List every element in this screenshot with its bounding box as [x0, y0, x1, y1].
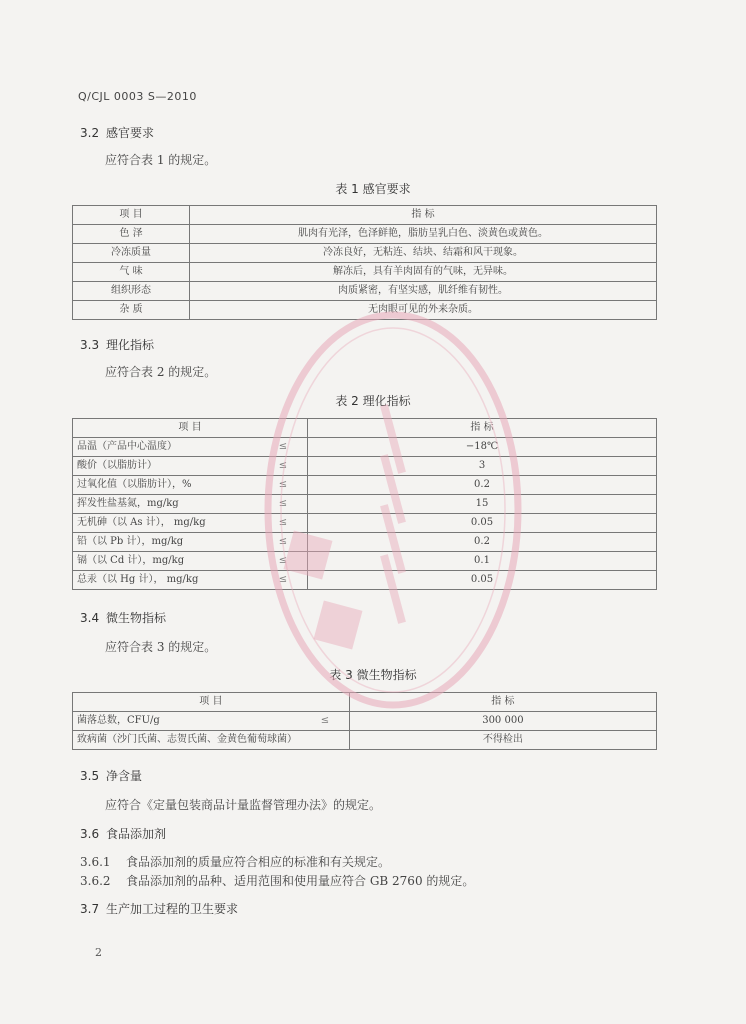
- table-cell: 冷冻质量: [73, 244, 190, 263]
- section-3-7-heading: [80, 900, 238, 917]
- table-header-row: [73, 206, 657, 225]
- table-cell: 不得检出: [349, 731, 656, 750]
- table-row: [73, 225, 657, 244]
- table-row: [73, 514, 657, 533]
- table-row: [73, 495, 657, 514]
- table-row: [73, 476, 657, 495]
- section-3-2-heading: [80, 124, 154, 141]
- table-header-cell: 指 标: [190, 206, 657, 225]
- table-3-caption: 表 3 微生物指标: [329, 668, 417, 682]
- table-header-cell: 指 标: [349, 693, 656, 712]
- table-row: [73, 282, 657, 301]
- table-cell: 肉质紧密，有坚实感，肌纤维有韧性。: [190, 282, 657, 301]
- document-code: Q/CJL 0003 S—2010: [78, 90, 197, 103]
- table-cell: −18℃: [308, 438, 657, 457]
- section-title: 感官要求: [106, 126, 155, 140]
- table-row: [73, 731, 657, 750]
- table-row: [73, 712, 657, 731]
- table-cell: 0.2: [308, 533, 657, 552]
- section-3-6-heading: [80, 825, 166, 842]
- table-row: [73, 571, 657, 590]
- table-cell: 解冻后，具有羊肉固有的气味，无异味。: [190, 263, 657, 282]
- table-row: [73, 552, 657, 571]
- le-symbol: ≤: [259, 514, 308, 533]
- table-cell: 无肉眼可见的外来杂质。: [190, 301, 657, 320]
- section-title: 微生物指标: [106, 611, 167, 625]
- table-header-cell: 指 标: [308, 419, 657, 438]
- table-cell: 铅（以 Pb 计），mg/kg: [73, 533, 260, 552]
- section-3-6-2: [80, 872, 474, 889]
- le-symbol: ≤: [259, 457, 308, 476]
- table-row: [73, 438, 657, 457]
- clause-text: 食品添加剂的品种、适用范围和使用量应符合 GB 2760 的规定。: [126, 874, 475, 888]
- table-header-cell: 项 目: [73, 419, 308, 438]
- section-3-3-text: 应符合表 2 的规定。: [105, 365, 217, 379]
- clause-number: 3.6.2: [80, 874, 111, 888]
- table-header-cell: 项 目: [73, 693, 350, 712]
- section-title: 理化指标: [106, 338, 155, 352]
- table-cell: 0.2: [308, 476, 657, 495]
- section-number: 3.2: [80, 126, 100, 140]
- section-3-4-text: 应符合表 3 的规定。: [105, 640, 217, 654]
- table-cell: 0.05: [308, 571, 657, 590]
- table-3-microbiological: [72, 692, 657, 750]
- section-3-2-text: 应符合表 1 的规定。: [105, 153, 217, 167]
- table-1-sensory: [72, 205, 657, 320]
- table-cell: 过氧化值（以脂肪计），%: [73, 476, 260, 495]
- page-number: 2: [95, 946, 102, 959]
- section-number: 3.6: [80, 827, 100, 841]
- section-number: 3.5: [80, 769, 100, 783]
- clause-text: 食品添加剂的质量应符合相应的标准和有关规定。: [126, 855, 391, 869]
- clause-number: 3.6.1: [80, 855, 111, 869]
- section-number: 3.3: [80, 338, 100, 352]
- section-title: 生产加工过程的卫生要求: [106, 902, 239, 916]
- le-symbol: ≤: [301, 712, 349, 731]
- table-row: [73, 301, 657, 320]
- section-3-5-text: 应符合《定量包装商品计量监督管理办法》的规定。: [105, 798, 382, 812]
- section-3-6-1: [80, 853, 390, 870]
- table-row: [73, 457, 657, 476]
- table-header-row: [73, 693, 657, 712]
- table-cell: 杂 质: [73, 301, 190, 320]
- table-cell: 致病菌（沙门氏菌、志贺氏菌、金黄色葡萄球菌）: [73, 731, 302, 750]
- table-cell: 冷冻良好，无粘连、结块、结霜和风干现象。: [190, 244, 657, 263]
- table-cell: 气 味: [73, 263, 190, 282]
- table-cell: 300 000: [349, 712, 656, 731]
- le-symbol: ≤: [259, 495, 308, 514]
- table-row: [73, 533, 657, 552]
- section-title: 食品添加剂: [106, 827, 167, 841]
- table-cell: 3: [308, 457, 657, 476]
- table-cell: 0.05: [308, 514, 657, 533]
- le-symbol: ≤: [259, 571, 308, 590]
- table-cell: 品温（产品中心温度）: [73, 438, 260, 457]
- table-1-caption: 表 1 感官要求: [335, 182, 411, 196]
- table-cell: 0.1: [308, 552, 657, 571]
- table-row: [73, 263, 657, 282]
- section-3-4-heading: [80, 609, 166, 626]
- table-cell: 酸价（以脂肪计）: [73, 457, 260, 476]
- table-cell: 无机砷（以 As 计）， mg/kg: [73, 514, 260, 533]
- le-symbol: ≤: [259, 552, 308, 571]
- table-row: [73, 244, 657, 263]
- table-2-caption: 表 2 理化指标: [335, 394, 411, 408]
- table-cell: 挥发性盐基氮，mg/kg: [73, 495, 260, 514]
- table-cell: 肌肉有光泽，色泽鲜艳，脂肪呈乳白色、淡黄色或黄色。: [190, 225, 657, 244]
- table-cell: 菌落总数，CFU/g: [73, 712, 302, 731]
- section-number: 3.4: [80, 611, 100, 625]
- section-3-3-heading: [80, 336, 154, 353]
- le-symbol: ≤: [259, 438, 308, 457]
- section-3-5-heading: [80, 767, 142, 784]
- table-cell: 色 泽: [73, 225, 190, 244]
- table-header-row: [73, 419, 657, 438]
- section-title: 净含量: [106, 769, 143, 783]
- table-header-cell: 项 目: [73, 206, 190, 225]
- le-symbol: [301, 731, 349, 750]
- table-cell: 总汞（以 Hg 计）， mg/kg: [73, 571, 260, 590]
- table-cell: 组织形态: [73, 282, 190, 301]
- table-2-physicochemical: [72, 418, 657, 590]
- table-cell: 镉（以 Cd 计），mg/kg: [73, 552, 260, 571]
- le-symbol: ≤: [259, 533, 308, 552]
- section-number: 3.7: [80, 902, 100, 916]
- table-cell: 15: [308, 495, 657, 514]
- le-symbol: ≤: [259, 476, 308, 495]
